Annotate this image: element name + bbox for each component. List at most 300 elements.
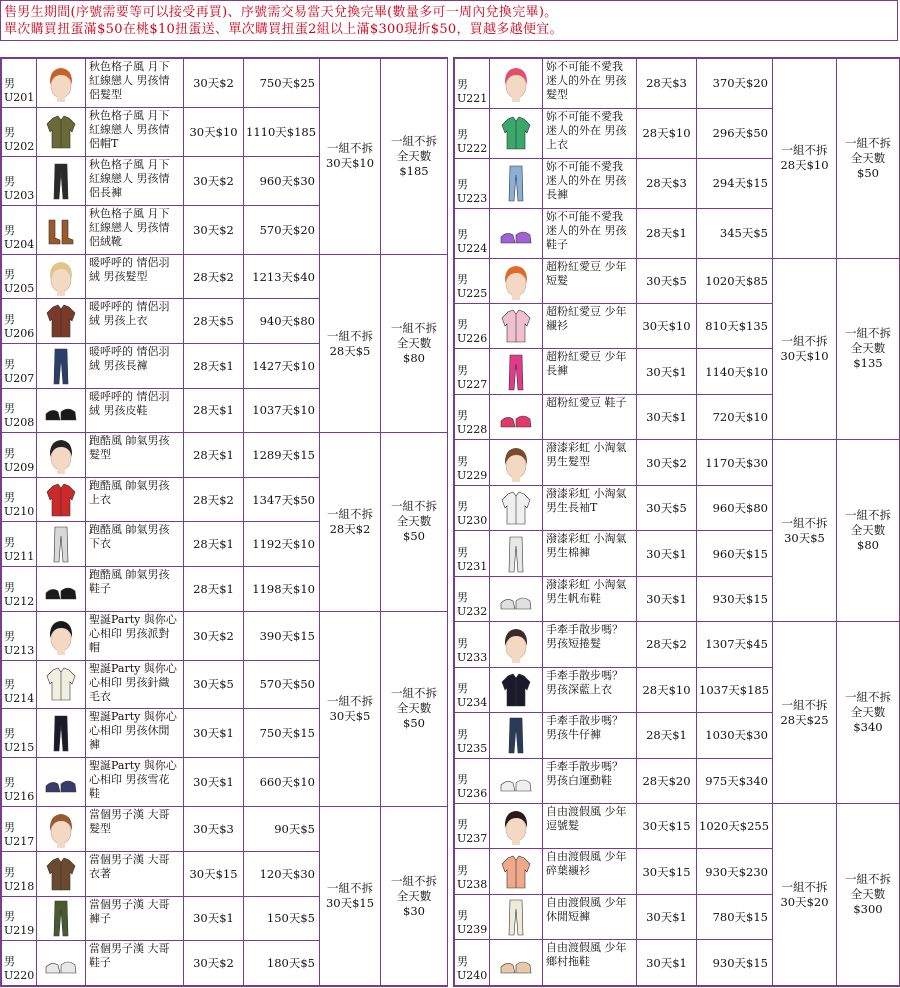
item-code: [2, 660, 37, 709]
jacket-icon: [490, 670, 542, 710]
item-total-price: 960天$30: [244, 156, 320, 205]
item-code: [455, 622, 490, 667]
table-row: [455, 804, 900, 849]
item-code: [455, 576, 490, 621]
item-name: 妳不可能不愛我 迷人的外在 男孩髮型: [543, 59, 637, 109]
item-price: 28天$3: [637, 59, 697, 109]
item-total-price: 750天$25: [244, 59, 320, 108]
item-image: [490, 713, 543, 758]
group-set-price: [320, 433, 381, 611]
group-set-line: 一組不拆: [327, 506, 373, 521]
left-price-table: [0, 57, 448, 987]
item-gender-label: 男: [4, 446, 15, 460]
item-price: 28天$10: [637, 108, 697, 158]
item-gender-label: 男: [457, 682, 468, 696]
item-name: 自由渡假風 少年逗號髮: [543, 804, 637, 849]
shoes-icon: [490, 397, 542, 437]
jacket-icon: [490, 852, 542, 892]
group-full-line: $30: [403, 903, 425, 918]
group-full-line: 全天數: [396, 336, 432, 350]
pants-icon: [490, 163, 542, 203]
shoes-icon: [490, 579, 542, 619]
item-gender-label: 男: [457, 318, 468, 332]
item-image: [37, 566, 86, 611]
group-set-line: 30天$10: [780, 348, 829, 363]
item-serial-label: U229: [457, 468, 488, 482]
item-gender-label: 男: [4, 76, 15, 90]
item-image: [37, 807, 86, 852]
item-code: [2, 522, 37, 567]
group-full-line: 一組不拆: [845, 326, 891, 341]
item-gender-label: 男: [457, 727, 468, 741]
item-code: [455, 713, 490, 758]
shoes-icon: [37, 762, 85, 802]
item-price: 28天$1: [184, 566, 244, 611]
group-full-line: $185: [399, 163, 429, 178]
group-full-line: $135: [853, 356, 883, 371]
item-gender-label: 男: [4, 865, 15, 879]
shoes-icon: [490, 213, 542, 253]
item-total-price: 1213天$40: [244, 254, 320, 299]
item-total-price: 1037天$10: [244, 388, 320, 433]
item-gender-label: 男: [4, 955, 15, 968]
group-set-line: 一組不拆: [781, 515, 828, 530]
item-image: [490, 667, 543, 712]
item-image: [37, 299, 86, 344]
group-full-days-price: [381, 807, 448, 986]
item-total-price: 930天$15: [697, 576, 773, 621]
table-row: [455, 622, 900, 667]
item-name: 手牽手散步嗎？ 男孩深藍上衣: [543, 667, 637, 712]
item-gender-label: 男: [457, 863, 468, 877]
pants-icon: [37, 161, 85, 201]
item-price: 30天$1: [637, 394, 697, 439]
notice-header: [0, 0, 898, 41]
item-serial-label: U224: [457, 241, 488, 255]
item-code: [2, 611, 37, 660]
item-price: 30天$2: [184, 611, 244, 660]
item-code: [2, 566, 37, 611]
group-full-line: 一組不拆: [845, 872, 891, 886]
item-image: [37, 941, 86, 986]
item-total-price: 1030天$30: [697, 713, 773, 758]
item-code: [455, 531, 490, 576]
group-set-price: [773, 440, 837, 622]
group-set-line: 一組不拆: [781, 879, 828, 894]
item-name: 暖呼呼的 情侶羽絨 男孩長褲: [86, 344, 184, 389]
item-code: [2, 205, 37, 254]
item-serial-label: U219: [4, 924, 35, 938]
item-image: [490, 108, 543, 158]
jacket-icon: [37, 664, 85, 704]
item-name: 聖誕Party 與你心心相印 男孩休閒褲: [86, 709, 184, 758]
item-serial-label: U206: [4, 327, 35, 340]
jacket-icon: [490, 113, 542, 153]
group-full-days-price: [837, 258, 900, 440]
item-total-price: 1110天$185: [244, 107, 320, 156]
group-set-line: 30天$5: [784, 530, 825, 545]
item-total-price: 1307天$45: [697, 622, 773, 667]
item-code: [2, 299, 37, 344]
item-total-price: 1198天$10: [244, 566, 320, 611]
item-serial-label: U237: [457, 832, 488, 846]
group-full-days-price: [837, 59, 900, 259]
group-set-line: 28天$10: [780, 158, 829, 173]
item-name: 跑酷風 帥氣男孩下衣: [86, 522, 184, 567]
hair-icon: [490, 624, 542, 664]
item-code: [455, 59, 490, 109]
item-name: 自由渡假風 少年碎葉襯衫: [543, 849, 637, 894]
item-image: [490, 304, 543, 349]
item-name: 潑漆彩虹 小淘氣 男生長袖T: [543, 485, 637, 530]
group-set-line: 一組不拆: [327, 328, 373, 343]
item-gender-label: 男: [457, 818, 468, 832]
item-gender-label: 男: [457, 545, 468, 559]
item-total-price: 930天$15: [697, 940, 773, 986]
item-code: [2, 758, 37, 807]
item-code: [455, 940, 490, 986]
group-full-line: 一組不拆: [391, 499, 437, 514]
group-full-line: 全天數: [396, 701, 432, 716]
item-serial-label: U231: [457, 559, 488, 573]
item-gender-label: 男: [457, 77, 468, 91]
item-total-price: 975天$340: [697, 758, 773, 803]
item-price: 28天$10: [637, 667, 697, 712]
item-code: [455, 394, 490, 439]
item-price: 30天$5: [184, 660, 244, 709]
item-gender-label: 男: [4, 223, 15, 237]
item-total-price: 660天$10: [244, 758, 320, 807]
item-image: [37, 433, 86, 478]
item-serial-label: U204: [4, 237, 35, 251]
item-gender-label: 男: [457, 273, 468, 287]
item-price: 28天$2: [184, 477, 244, 522]
group-full-line: 全天數: [850, 341, 886, 356]
item-serial-label: U208: [4, 416, 35, 430]
item-gender-label: 男: [4, 174, 15, 188]
item-name: 暖呼呼的 情侶羽絨 男孩上衣: [86, 299, 184, 344]
item-price: 30天$1: [637, 531, 697, 576]
item-image: [37, 344, 86, 389]
item-serial-label: U223: [457, 191, 488, 205]
item-name: 潑漆彩虹 小淘氣 男生帆布鞋: [543, 576, 637, 621]
item-total-price: 780天$15: [697, 894, 773, 939]
item-serial-label: U216: [4, 790, 35, 804]
item-gender-label: 男: [4, 491, 15, 505]
item-serial-label: U201: [4, 90, 35, 104]
item-total-price: 1347天$50: [244, 477, 320, 522]
group-set-line: 一組不拆: [781, 697, 828, 712]
item-name: 妳不可能不愛我 迷人的外在 男孩上衣: [543, 108, 637, 158]
item-code: [455, 440, 490, 485]
item-name: 跑酷風 帥氣男孩鞋子: [86, 566, 184, 611]
item-code: [455, 485, 490, 530]
item-name: 妳不可能不愛我 迷人的外在 男孩鞋子: [543, 208, 637, 258]
item-image: [37, 522, 86, 567]
item-price: 30天$5: [637, 485, 697, 530]
item-total-price: 345天$5: [697, 208, 773, 258]
item-image: [490, 622, 543, 667]
item-total-price: 1289天$15: [244, 433, 320, 478]
item-gender-label: 男: [4, 125, 15, 139]
item-serial-label: U203: [4, 188, 35, 202]
item-serial-label: U225: [457, 287, 488, 301]
table-row: [455, 440, 900, 485]
jacket-icon: [490, 306, 542, 346]
item-serial-label: U222: [457, 141, 488, 155]
item-name: 手牽手散步嗎？ 男孩白運動鞋: [543, 758, 637, 803]
group-set-price: [320, 59, 381, 255]
table-row: [455, 258, 900, 303]
item-image: [490, 349, 543, 394]
group-set-price: [773, 59, 837, 259]
item-price: 28天$2: [184, 254, 244, 299]
hair-icon: [37, 63, 85, 103]
item-total-price: 750天$15: [244, 709, 320, 758]
item-gender-label: 男: [4, 678, 15, 692]
pants-icon: [37, 524, 85, 564]
item-gender-label: 男: [4, 629, 15, 643]
item-total-price: 1192天$10: [244, 522, 320, 567]
group-full-days-price: [381, 433, 448, 611]
item-gender-label: 男: [4, 357, 15, 371]
item-price: 28天$5: [184, 299, 244, 344]
item-code: [2, 107, 37, 156]
item-code: [455, 208, 490, 258]
pants-icon: [490, 352, 542, 392]
item-image: [37, 156, 86, 205]
item-image: [490, 485, 543, 530]
item-total-price: 1020天$255: [697, 804, 773, 849]
item-code: [455, 849, 490, 894]
group-full-days-price: [381, 254, 448, 432]
item-gender-label: 男: [4, 313, 15, 326]
item-code: [455, 667, 490, 712]
item-price: 30天$1: [184, 758, 244, 807]
group-full-line: $50: [403, 716, 425, 731]
pants-icon: [490, 715, 542, 755]
group-full-days-price: [837, 440, 900, 622]
item-serial-label: U233: [457, 650, 488, 664]
group-set-line: 一組不拆: [327, 693, 373, 708]
jacket-icon: [37, 480, 85, 520]
item-image: [490, 394, 543, 439]
item-gender-label: 男: [457, 500, 468, 514]
group-full-line: 全天數: [850, 705, 886, 720]
shoes-icon: [37, 390, 85, 430]
item-price: 30天$1: [637, 349, 697, 394]
item-serial-label: U210: [4, 505, 35, 519]
group-set-line: 一組不拆: [327, 881, 373, 896]
item-total-price: 960天$80: [697, 485, 773, 530]
item-total-price: 1020天$85: [697, 258, 773, 303]
item-gender-label: 男: [457, 636, 468, 650]
hair-icon: [490, 261, 542, 301]
shoes-icon: [490, 761, 542, 801]
item-image: [490, 894, 543, 939]
item-total-price: 960天$15: [697, 531, 773, 576]
item-total-price: 390天$15: [244, 611, 320, 660]
item-total-price: 296天$50: [697, 108, 773, 158]
hair-icon: [37, 257, 85, 297]
item-serial-label: U202: [4, 139, 35, 153]
item-gender-label: 男: [457, 363, 468, 377]
item-gender-label: 男: [4, 820, 15, 834]
item-image: [490, 440, 543, 485]
item-code: [2, 59, 37, 108]
group-set-line: 28天$2: [329, 521, 371, 536]
item-image: [37, 660, 86, 709]
group-full-line: $300: [853, 902, 883, 916]
item-price: 28天$1: [184, 388, 244, 433]
shoes-icon: [490, 943, 542, 983]
table-row: [2, 433, 448, 478]
item-name: 秋色格子風 月下紅線戀人 男孩情侶髮型: [86, 59, 184, 108]
item-price: 30天$3: [184, 807, 244, 852]
item-gender-label: 男: [4, 727, 15, 741]
item-gender-label: 男: [4, 776, 15, 790]
item-image: [37, 896, 86, 941]
item-code: [455, 758, 490, 803]
item-image: [490, 849, 543, 894]
item-name: 秋色格子風 月下紅線戀人 男孩情侶長褲: [86, 156, 184, 205]
group-set-price: [320, 807, 381, 986]
item-name: 當個男子漢 大哥褲子: [86, 896, 184, 941]
group-full-line: 全天數: [850, 523, 886, 538]
item-serial-label: U209: [4, 460, 35, 474]
group-full-line: 全天數: [850, 150, 886, 165]
item-image: [37, 254, 86, 299]
item-price: 28天$3: [637, 158, 697, 208]
item-name: 超粉紅愛豆 少年長褲: [543, 349, 637, 394]
item-serial-label: U227: [457, 377, 488, 391]
item-image: [37, 611, 86, 660]
group-set-line: 一組不拆: [781, 143, 828, 158]
item-image: [37, 709, 86, 758]
pants-icon: [37, 898, 85, 938]
group-set-price: [773, 258, 837, 440]
item-price: 28天$20: [637, 758, 697, 803]
item-total-price: 294天$15: [697, 158, 773, 208]
group-full-days-price: [381, 59, 448, 255]
item-total-price: 940天$80: [244, 299, 320, 344]
item-name: 手牽手散步嗎？ 男孩牛仔褲: [543, 713, 637, 758]
boots-icon: [37, 210, 85, 250]
group-set-line: 30天$5: [329, 708, 371, 723]
item-total-price: 370天$20: [697, 59, 773, 109]
group-full-days-price: [837, 622, 900, 804]
pants-icon: [37, 713, 85, 753]
shoes-icon: [37, 569, 85, 609]
item-serial-label: U218: [4, 879, 35, 893]
group-full-line: $80: [403, 351, 425, 365]
group-full-line: 全天數: [396, 148, 432, 163]
item-name: 跑酷風 帥氣男孩上衣: [86, 477, 184, 522]
item-price: 28天$1: [184, 344, 244, 389]
group-full-line: 一組不拆: [391, 321, 437, 335]
item-gender-label: 男: [457, 909, 468, 923]
jacket-icon: [37, 301, 85, 341]
item-total-price: 930天$230: [697, 849, 773, 894]
item-image: [37, 59, 86, 108]
item-total-price: 570天$20: [244, 205, 320, 254]
item-total-price: 1037天$185: [697, 667, 773, 712]
table-row: [2, 807, 448, 852]
item-name: 聖誕Party 與你心心相印 男孩派對帽: [86, 611, 184, 660]
hair-icon: [490, 443, 542, 483]
item-total-price: 180天$5: [244, 941, 320, 986]
hair-icon: [490, 63, 542, 103]
item-name: 秋色格子風 月下紅線戀人 男孩情侶絨靴: [86, 205, 184, 254]
item-image: [37, 205, 86, 254]
item-image: [37, 388, 86, 433]
group-full-line: 一組不拆: [391, 133, 437, 148]
item-image: [490, 158, 543, 208]
item-serial-label: U205: [4, 282, 35, 296]
item-image: [490, 208, 543, 258]
item-image: [37, 758, 86, 807]
item-name: 潑漆彩虹 小淘氣 男生髮型: [543, 440, 637, 485]
item-price: 28天$1: [637, 713, 697, 758]
item-serial-label: U230: [457, 514, 488, 528]
group-full-line: 全天數: [396, 514, 432, 529]
group-full-line: 一組不拆: [845, 135, 891, 150]
item-price: 30天$5: [637, 258, 697, 303]
item-code: [455, 894, 490, 939]
item-code: [455, 158, 490, 208]
pants-icon: [37, 346, 85, 386]
group-full-line: $50: [857, 165, 879, 180]
group-set-price: [773, 804, 837, 986]
item-serial-label: U214: [4, 692, 35, 706]
group-full-days-price: [837, 804, 900, 986]
jacket-icon: [37, 854, 85, 894]
item-image: [490, 758, 543, 803]
item-name: 超粉紅愛豆 少年短髮: [543, 258, 637, 303]
item-code: [455, 804, 490, 849]
item-serial-label: U212: [4, 594, 35, 608]
item-serial-label: U238: [457, 877, 488, 891]
item-name: 暖呼呼的 情侶羽絨 男孩皮鞋: [86, 388, 184, 433]
item-price: 30天$2: [184, 59, 244, 108]
item-image: [490, 59, 543, 109]
item-name: 當個男子漢 大哥髮型: [86, 807, 184, 852]
item-code: [455, 258, 490, 303]
item-gender-label: 男: [457, 409, 468, 423]
item-image: [37, 851, 86, 896]
group-set-line: 28天$5: [329, 343, 371, 358]
item-total-price: 90天$5: [244, 807, 320, 852]
item-image: [37, 477, 86, 522]
group-full-line: 一組不拆: [845, 690, 891, 705]
item-name: 暖呼呼的 情侶羽絨 男孩髮型: [86, 254, 184, 299]
group-full-line: 一組不拆: [391, 686, 437, 701]
group-full-line: 全天數: [850, 887, 886, 901]
group-full-line: 全天數: [396, 888, 432, 903]
item-code: [2, 851, 37, 896]
item-name: 手牽手散步嗎？ 男孩短捲髮: [543, 622, 637, 667]
item-gender-label: 男: [4, 402, 15, 416]
item-serial-label: U240: [457, 969, 488, 982]
item-name: 聖誕Party 與你心心相印 男孩雪花鞋: [86, 758, 184, 807]
item-code: [2, 941, 37, 986]
item-name: 超粉紅愛豆 鞋子: [543, 394, 637, 439]
item-serial-label: U234: [457, 696, 488, 710]
item-price: 30天$15: [184, 851, 244, 896]
item-gender-label: 男: [457, 591, 468, 605]
hair-icon: [37, 809, 85, 849]
group-set-line: 一組不拆: [781, 333, 828, 348]
